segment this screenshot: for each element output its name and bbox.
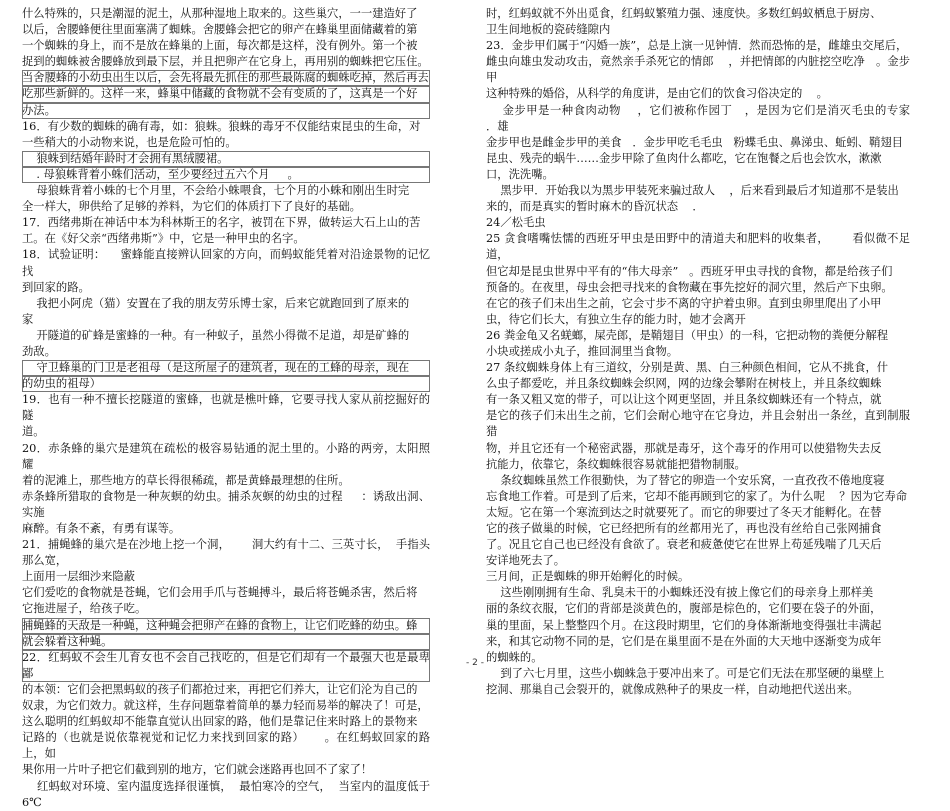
text-line: 就会躲着这种蝇。 <box>22 634 430 650</box>
text-line: 劲敌。 <box>22 344 56 358</box>
text-line: 奴隶，为它们效力。就这样，生存问题靠着简单的暴力轻而易举的解决了！可是， <box>22 699 429 713</box>
text-line: 什么特殊的，只是潮湿的泥土，从那种湿地上取来的。这些巢穴，一一建造好了 <box>22 7 418 20</box>
text-line: 条纹蜘蛛虽然工作很勤快，为了替它的卵造一个安乐窝，一直孜孜不倦地度寝 <box>486 473 885 487</box>
text-line: 以后，舍腰蜂便往里面塞满了蜘蛛。舍腰蜂会把它的卵产在蜂巢里面储藏着的第 <box>22 23 418 37</box>
text-line: 办法。 <box>22 103 430 119</box>
text-line: 的幼虫的祖母） <box>22 376 430 392</box>
text-line: 在它的孩子们未出生之前，它会寸步不离的守护着虫卵。直到虫卵里爬出了小甲 <box>486 296 882 310</box>
text-line: 26 粪金龟又名蜣螂，屎壳郎，是鞘翅目（甲虫）的一科，它把动物的粪便分解程 <box>486 328 889 342</box>
text-line: 雌虫向雄虫发动攻击，竟然亲手杀死它的情郎 ，并把情郎的内脏挖空吃净 。金步甲 <box>486 55 910 85</box>
text-line: 一些稍大的小动物来说，也是危险可怕的。 <box>22 135 237 149</box>
text-line: 一个蜘蛛的身上，而不是放在蜂巢的上面，每次都是这样，没有例外。第一个被 <box>22 39 418 53</box>
text-line: 有一条又粗又宽的带子，可以让这个网更坚固，并且条纹蜘蛛还有一个特点，就 <box>486 393 882 407</box>
text-line: 巢的里面，呆上整整四个月。在这段时期里，它们的身体渐渐地变得强壮丰满起 <box>486 618 882 632</box>
text-line: 21．捕蝇蜂的巢穴是在沙地上挖一个洞， 洞大约有十二、三英寸长， 手指头那么宽， <box>22 538 430 568</box>
text-line: 家 <box>22 312 34 326</box>
text-line: 23．金步甲们属于“闪婚一族”，总是上演一见钟情．然而恐怖的是，雌雄虫交尾后， <box>486 39 908 53</box>
text-line: 忘食地工作着。可是到了后来，它却不能再顾到它的家了。为什么呢 ？因为它寿命 <box>486 489 908 503</box>
text-line: 三月间，正是蜘蛛的卵开始孵化的时候。 <box>486 570 690 584</box>
text-line: 金步甲是一种食肉动物 ，它们被称作园丁 ，是因为它们是消灭毛虫的专家 ．雄 <box>486 103 925 133</box>
text-line: 我把小阿虎（猫）安置在了我的朋友劳乐博士家，后来它就跑回到了原来的 <box>22 296 410 310</box>
text-line: 捉到的蜘蛛被舍腰蜂放到最下层，并且把卵产在它身上，再用别的蜘蛛把它压住。 <box>22 55 429 69</box>
text-line: 上面用一层细沙来隐蔽 <box>22 570 135 584</box>
text-line: 太短。它在第一个寒流到达之时就要死了。而它的卵要过了冬天才能孵化。在替 <box>486 505 882 519</box>
text-line: 时，红蚂蚁就不外出觅食，红蚂蚁繁殖力强、速度快。多数红蚂蚁栖息于厨房、 <box>486 7 882 20</box>
text-line: 道。 <box>22 425 45 439</box>
text-line: 16．有少数的蜘蛛的确有毒，如：狼蛛。狼蛛的毒牙不仅能结束昆虫的生命，对 <box>22 119 421 133</box>
text-line: 18．试验证明： 蜜蜂能直接辨认回家的方向，而蚂蚁能凭着对沿途景物的记忆找 <box>22 248 430 278</box>
text-line: 它的孩子做巢的时候，它已经把所有的丝都用光了，再也没有丝给自己张网捕食 <box>486 522 882 535</box>
text-line: 着的泥滩上，那些地方的草长得很稀疏，都是黄蜂最理想的住所。 <box>22 473 350 487</box>
text-line: 挖洞、那巢自己会裂开的，就像成熟种子的果皮一样，自动地把代送出来。 <box>486 682 859 696</box>
text-line: 赤条蜂所猎取的食物是一种灰螟的幼虫。捕杀灰螟的幼虫的过程 ：诱敌出洞、实施 <box>22 489 430 519</box>
text-line: 记路的（也就是说依靠视觉和记忆力来找到回家的路） 。在红蚂蚁回家的路上，如 <box>22 731 430 761</box>
text-line: 红蚂蚁对环境、室内温度选择很谨慎， 最怕寒冷的空气， 当室内的温度低于 6℃ <box>22 779 445 809</box>
text-line: 到了六七月里，这些小蜘蛛急于要冲出来了。可是它们无法在那坚硬的巢壁上 <box>486 666 885 680</box>
text-line: 22．红蚂蚁不会生儿育女也不会自己找吃的，但是它们却有一个最强大也是最卑鄙 <box>22 650 430 682</box>
text-line: 预备的。在夜里，母虫会把寻找来的食物藏在事先挖好的洞穴里，然后产下虫卵。 <box>486 280 893 294</box>
right-text-column <box>486 6 925 698</box>
text-line: 这么聪明的红蚂蚁却不能靠直觉认出回家的路，他们是靠记住来时路上的景物来 <box>22 715 418 729</box>
text-line: 母狼蛛背着小蛛的七个月里，不会给小蛛喂食，七个月的小蛛和刚出生时完 <box>22 184 410 198</box>
text-line: 27 条纹蜘蛛身体上有三道纹，分别是黄、黑、白三种颜色相间，它从不挑食，什 <box>486 361 889 375</box>
text-line: 但它却是昆虫世界中平有的“伟大母亲” 。西班牙甲虫寻找的食物，都是给孩子们 <box>486 264 893 278</box>
text-line: 25 贪食嗜嘴怯懦的西班牙甲虫是田野中的清道夫和肥料的收集者， 看似微不足道， <box>486 232 910 262</box>
text-line: 这些刚刚拥有生命、乳臭未干的小蜘蛛还没有披上像它们的母亲身上那样美 <box>486 586 874 600</box>
text-line: 小块或搓成小丸子，推回洞里当食物。 <box>486 344 679 358</box>
text-line: 它们爱吃的食物就是苍蝇，它们会用手爪与苍蝇搏斗，最后将苍蝇杀害，然后将 <box>22 586 418 600</box>
text-line: . 母狼蛛背着小蛛们活动，至少要经过五六个月 。 <box>22 167 430 183</box>
text-line: 守卫蜂巢的门卫是老祖母（是这所屋子的建筑者，现在的工蜂的母亲，现在 <box>22 360 430 376</box>
text-line: 吃那些新鲜的。这样一来，蜂巢中储藏的食物就不会有变质的了，这真是一个好 <box>22 86 430 102</box>
text-line: 来的，而是真实的暂时麻木的昏沉状态 ． <box>486 200 704 214</box>
text-line: 口，洗洗嘴。 <box>486 167 554 181</box>
text-line: 捕蝇蜂的天敌是一种蝇，这种蝇会把卵产在蜂的食物上，让它们吃蜂的幼虫。蜂 <box>22 618 430 634</box>
text-line: 果你用一片叶子把它们截到别的地方，它们就会迷路再也回不了家了！ <box>22 763 373 777</box>
text-line: 物，并且它还有一个秘密武器，那就是毒牙，这个毒牙的作用可以使猎物失去反 <box>486 441 882 455</box>
text-line: 的本领：它们会把黑蚂蚁的孩子们都抢过来，再把它们养大，让它们沦为自己的 <box>22 682 418 696</box>
text-line: 开隧道的矿蜂是蜜蜂的一种。有一种蚁子，虽然小得微不足道，却是矿蜂的 <box>22 328 410 342</box>
text-line: 19．也有一种不擅长挖隧道的蜜蜂，也就是樵叶蜂，它要寻找人家从前挖掘好的隧 <box>22 393 430 423</box>
text-line: 来，和其它动物不同的是，它们是在巢里面不是在外面的大天地中逐渐变为成年 <box>486 634 882 648</box>
text-line: 17．西绪弗斯在神话中本为科林斯王的名字，被罚在下界，做转运大石上山的苦 <box>22 216 421 230</box>
left-text-column <box>22 6 445 811</box>
text-line: 金步甲也是雌金步甲的美食 ．金步甲吃毛毛虫 粉蝶毛虫、鼻涕虫、蚯蚓、鞘翅目 <box>486 135 903 149</box>
text-line: 到回家的路。 <box>22 280 90 294</box>
text-line: 黑步甲．开始我以为黑步甲装死来骗过敌人 ，后来看到最后才知道那不是装出 <box>486 184 899 198</box>
text-line: 狼蛛到结婚年龄时才会拥有黑绒腰裙。 <box>22 151 430 167</box>
text-line: 卫生间地板的瓷砖缝隙内 <box>486 23 611 37</box>
text-line: 昆虫、残壳的蜗牛……金步甲除了鱼肉什么都吃，它在饱餐之后也会饮水，漱漱 <box>486 151 882 165</box>
text-line: 它拖进屋子，给孩子吃。 <box>22 602 147 616</box>
text-line: 这种特殊的婚俗，从科学的角度讲，是由它们的饮食习俗决定的 。 <box>486 87 828 101</box>
text-line: 抗能力，依靠它，条纹蜘蛛很容易就能把猎物制服。 <box>486 457 746 471</box>
text-line: 的蜘蛛的。 <box>486 650 543 664</box>
text-line: 工。在《好父亲“西绪弗斯”》中，它是一种甲虫的名字。 <box>22 232 305 246</box>
page-number: - 2 - <box>466 658 484 668</box>
text-line: 丽的条纹衣服，它们的背部是淡黄色的，腹部是棕色的，它们要在袋子的外面， <box>486 602 882 616</box>
text-line: 么虫子都爱吃，并且条纹蜘蛛会织网，网的边缘会攀附在树枝上，并且条纹蜘蛛 <box>486 377 882 391</box>
text-line: 当舍腰蜂的小幼虫出生以后，会先将最先抓住的那些最陈腐的蜘蛛吃掉，然后再去 <box>22 70 430 86</box>
text-line: 虫，待它们长大，有独立生存的能力时，她才会离开 <box>486 312 746 326</box>
text-line: 安详地死去了。 <box>486 554 566 568</box>
text-line: 全一样大，卵供给了足够的养料，为它们的体质打下了良好的基础。 <box>22 200 361 214</box>
text-line: 是它的孩子们未出生之前，它们会耐心地守在它身边，并且会射出一条丝，直到制服猎 <box>486 409 910 439</box>
text-line: 了。况且它自己也已经没有食欲了。衰老和疲惫使它在世界上苟延残喘了几天后 <box>486 538 882 552</box>
text-line: 20．赤条蜂的巢穴是建筑在疏松的极容易钻通的泥土里的。小路的两旁，太阳照耀 <box>22 441 430 471</box>
text-line: 麻醉。有条不紊，有勇有谋等。 <box>22 522 181 535</box>
text-line: 24／松毛虫 <box>486 216 546 230</box>
